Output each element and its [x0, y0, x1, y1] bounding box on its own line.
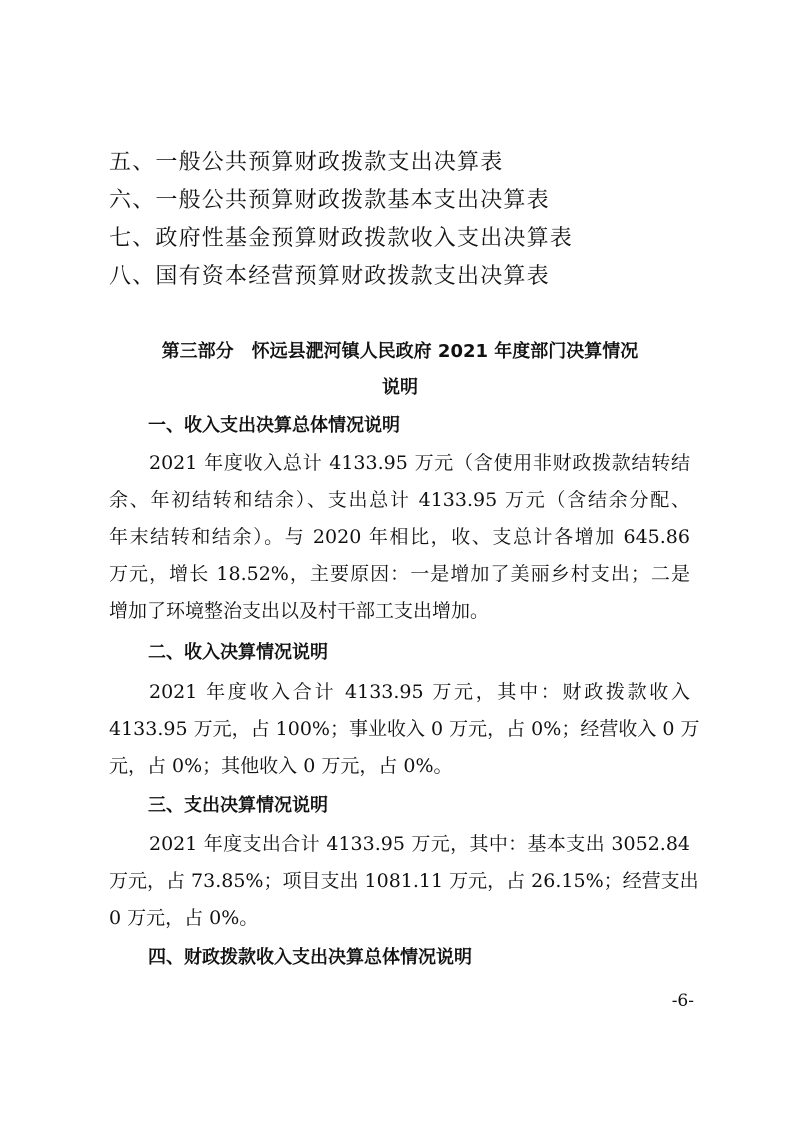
- list-item-7: 七、政府性基金预算财政拨款收入支出决算表: [109, 226, 574, 251]
- section-heading-fiscal-appropriation: 四、财政拨款收入支出决算总体情况说明: [148, 947, 472, 968]
- paragraph-line: 2021 年度收入合计 4133.95 万元，其中：财政拨款收入: [149, 681, 690, 703]
- paragraph-line: 增加了环境整治支出以及村干部工支出增加。: [109, 600, 490, 622]
- section-heading-income-expense-overview: 一、收入支出决算总体情况说明: [148, 415, 400, 436]
- paragraph-line: 0 万元，占 0%。: [109, 907, 259, 929]
- paragraph-line: 元，占 0%；其他收入 0 万元，占 0%。: [109, 755, 453, 777]
- section-heading-expense: 三、支出决算情况说明: [148, 795, 328, 816]
- section-heading-income: 二、收入决算情况说明: [148, 642, 328, 663]
- list-item-8: 八、国有资本经营预算财政拨款支出决算表: [109, 264, 550, 289]
- page-number: -6-: [671, 991, 694, 1011]
- list-item-6: 六、一般公共预算财政拨款基本支出决算表: [109, 188, 550, 213]
- list-item-5: 五、一般公共预算财政拨款支出决算表: [109, 150, 504, 175]
- paragraph-line: 余、年初结转和结余）、支出总计 4133.95 万元（含结余分配、: [109, 489, 690, 511]
- paragraph-line: 2021 年度收入总计 4133.95 万元（含使用非财政拨款结转结: [149, 452, 690, 474]
- paragraph-line: 万元，增长 18.52%，主要原因：一是增加了美丽乡村支出；二是: [109, 563, 690, 585]
- paragraph-line: 2021 年度支出合计 4133.95 万元，其中：基本支出 3052.84: [149, 833, 690, 855]
- part-title-line2: 说明: [382, 377, 418, 398]
- part-title-line1: 第三部分 怀远县淝河镇人民政府 2021 年度部门决算情况: [161, 341, 639, 362]
- paragraph-line: 年末结转和结余）。与 2020 年相比，收、支总计各增加 645.86: [109, 526, 690, 548]
- paragraph-line: 4133.95 万元，占 100%；事业收入 0 万元，占 0%；经营收入 0 万: [109, 718, 700, 740]
- paragraph-line: 万元，占 73.85%；项目支出 1081.11 万元，占 26.15%；经营支出: [109, 870, 699, 892]
